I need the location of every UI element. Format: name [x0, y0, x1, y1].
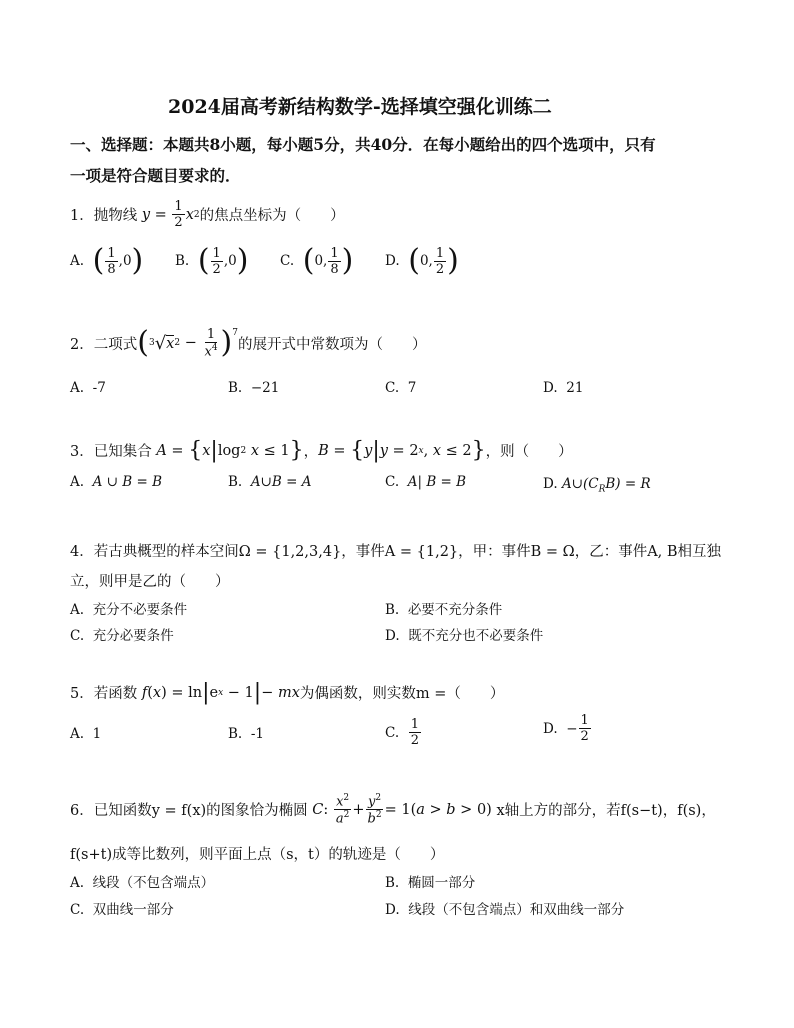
- q2-option-a[interactable]: A. -7: [70, 380, 106, 396]
- q6-option-b[interactable]: B. 椭圆一部分: [385, 875, 476, 891]
- page-title: 2024届高考新结构数学-选择填空强化训练二: [168, 96, 552, 118]
- q4-option-b[interactable]: B. 必要不充分条件: [385, 602, 503, 618]
- q4-option-a[interactable]: A. 充分不必要条件: [70, 602, 188, 618]
- q1-option-b[interactable]: B. ( $\frac{1}{2}$ , 0 ): [175, 243, 249, 278]
- question-4-line2: 立，则甲是乙的（ ）: [70, 574, 230, 590]
- q1-option-c[interactable]: C. ( 0 , $\frac{1}{8}$ ): [280, 243, 354, 278]
- section-heading-line1: 一、选择题：本题共8小题，每小题5分，共40分．在每小题给出的四个选项中，只有: [70, 135, 656, 154]
- q5-option-b[interactable]: B. -1: [228, 726, 264, 742]
- question-6-line1: 6． 已知函数y = f(x)的图象恰为椭圆 C : $\frac{x^2}{a^2}$ + $\frac{y^2}{b^2}$ = 1( a > b > 0) x轴上方的部分，若f(s−t)，f(s)，: [70, 793, 716, 827]
- q4-option-d[interactable]: D. 既不充分也不必要条件: [385, 628, 544, 644]
- q3-option-a[interactable]: A. A ∪ B = B: [70, 474, 163, 490]
- q1-option-d[interactable]: D. ( 0 , $\frac{1}{2}$ ): [385, 243, 459, 278]
- question-3-stem: 3． 已知集合 A = { x | log 2 x ≤ 1 } ， B = { y | y = 2 x , x ≤ 2 } ，则（ ）: [70, 438, 573, 463]
- q1-option-a[interactable]: A. ( $\frac{1}{8}$ , 0 ): [70, 243, 144, 278]
- q3-option-b[interactable]: B. A∪B = A: [228, 474, 312, 490]
- question-1-stem: 1． 抛物线 y = $\frac{1}{2}$ x 2 的焦点坐标为（ ）: [70, 199, 345, 230]
- q5-option-a[interactable]: A. 1: [70, 726, 102, 742]
- question-4-line1: 4．若古典概型的样本空间Ω = {1,2,3,4}，事件A = {1,2}，甲：事件B = Ω，乙：事件A, B相互独: [70, 544, 722, 560]
- q6-option-a[interactable]: A. 线段（不包含端点）: [70, 875, 215, 891]
- q5-option-c[interactable]: C. $\frac{1}{2}$: [385, 717, 420, 748]
- q6-option-c[interactable]: C. 双曲线一部分: [70, 902, 174, 918]
- section-heading-line2: 一项是符合题目要求的．: [70, 166, 241, 185]
- q4-option-c[interactable]: C. 充分必要条件: [70, 628, 174, 644]
- q2-option-b[interactable]: B. −21: [228, 380, 280, 396]
- q3-option-d[interactable]: D. $A\cup(C_RB) = R$: [543, 476, 651, 495]
- question-2-stem: 2． 二项式 ( 3 √ x 2 − $\frac{1}{x^4}$ ) $^7$ 的展开式中常数项为（ ）: [70, 325, 427, 361]
- q2-option-d[interactable]: D. 21: [543, 380, 584, 396]
- q3-option-c[interactable]: C. A| B = B: [385, 474, 467, 490]
- q6-option-d[interactable]: D. 线段（不包含端点）和双曲线一部分: [385, 902, 625, 918]
- q2-option-c[interactable]: C. 7: [385, 380, 417, 396]
- question-5-stem: 5． 若函数 f ( x ) = ln | e x − 1 | − mx 为偶函数，则实数m =（ ）: [70, 680, 505, 705]
- q5-option-d[interactable]: D. − $\frac{1}{2}$: [543, 713, 589, 744]
- question-6-line2: f(s+t)成等比数列，则平面上点（s，t）的轨迹是（ ）: [70, 847, 445, 863]
